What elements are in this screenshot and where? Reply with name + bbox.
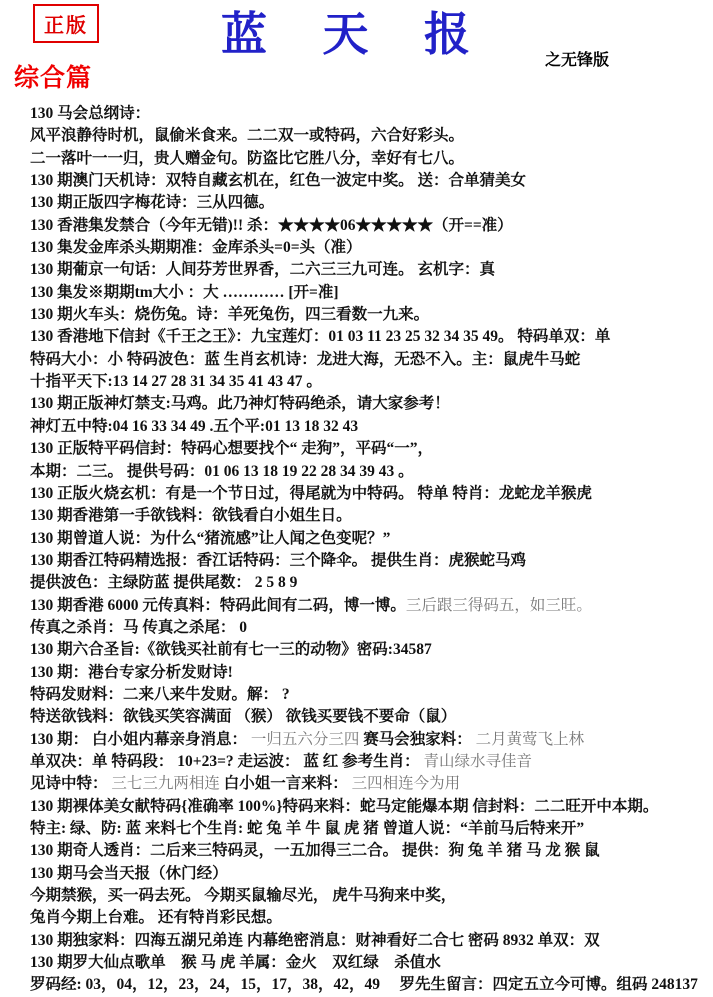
text-line	[30, 125, 707, 147]
text-segment: 130 正版火烧玄机：有是一个节日过，得尾就为中特码。 特单 特肖：龙蛇龙羊猴虎	[30, 484, 592, 502]
text-segment: 130 香港集发禁合（今年无错)!! 杀：★★★★06★★★★★（开==准）	[30, 216, 513, 234]
text-segment: 130 期：港台专家分析发财诗!	[30, 663, 233, 681]
text-segment: 130 期马会当天报（休门经）	[30, 864, 228, 882]
text-line	[30, 438, 707, 460]
text-line	[30, 572, 707, 594]
text-segment: 三七三九两相连	[111, 775, 220, 793]
text-line	[30, 863, 707, 885]
text-segment: 白小姐一言来料：	[219, 775, 352, 793]
text-segment: 130 期正版神灯禁支:马鸡。此乃神灯特码绝杀，请大家参考！	[30, 395, 450, 413]
text-segment: 神灯五中特:04 16 33 34 49 .五个平:01 13 18 32 43	[30, 417, 359, 435]
text-segment: 130 马会总纲诗：	[30, 105, 151, 122]
text-segment: 罗码经: 03，04，12，23，24，15，17，38，42，49	[30, 976, 381, 994]
text-line	[30, 729, 707, 751]
text-segment: 十指平天下:13 14 27 28 31 34 35 41 43 47 。	[30, 373, 322, 391]
text-line	[30, 371, 707, 393]
text-line	[30, 170, 707, 192]
text-segment: 130 正版特平码信封：特码心想要找个“ 走狗”，平码“一”，	[30, 440, 434, 458]
text-line	[30, 840, 707, 862]
text-segment: 今期禁猴，买一码去死。 今期买鼠输尽光， 虎牛马狗来中奖，	[30, 887, 457, 905]
text-segment: 130 集发金库杀头期期准：金库杀头=0=头（准）	[30, 239, 362, 257]
text-line	[30, 326, 707, 348]
text-segment: 130 期香江特码精选报：香江话特码：三个降伞。 提供生肖：虎猴蛇马鸡	[30, 551, 527, 569]
text-segment: 罗先生留言：四定五立今可博。组码 248137	[399, 976, 698, 994]
text-segment: 130 期香港第一手欲钱料：欲钱看白小姐生日。	[30, 507, 352, 525]
text-segment: 130 期： 白小姐内幕亲身消息：	[30, 730, 251, 748]
authentic-badge: 正版	[33, 4, 99, 43]
text-segment: 130 期葡京一句话：人间芬芳世界香，二六三三九可连。 玄机字：真	[30, 261, 496, 279]
section-title: 综合篇	[14, 65, 93, 92]
text-segment: 单双决：单 特码段： 10+23=? 走运波： 蓝 红 参考生肖：	[30, 752, 424, 770]
text-segment: 本期：二三。 提供号码：01 06 13 18 19 22 28 34 39 43 。	[30, 462, 414, 480]
text-segment: 130 期裸体美女献特码{准确率 100%}特码来料：蛇马定能爆本期 信封料：二二旺开中本期。	[30, 797, 659, 815]
text-line	[30, 349, 707, 371]
paper-title: 蓝 天 报	[221, 9, 492, 60]
text-segment: 三后跟三得码五，如三旺。	[405, 596, 592, 614]
text-segment: 兔肖今期上台难。 还有特肖彩民想。	[30, 909, 282, 927]
text-segment: 130 香港地下信封《千王之王》：九宝莲灯：01 03 11 23 25 32 34 35 49。 特码单双：单	[30, 328, 611, 346]
text-segment: 特码发财料：二来八来牛发财。解： ?	[30, 685, 290, 703]
text-line	[30, 282, 707, 304]
text-segment: 青山绿水寻佳音	[423, 752, 533, 770]
text-line	[30, 930, 707, 952]
text-line	[30, 595, 707, 617]
text-segment: 130 期火车头：烧伤兔。诗：羊死兔伤，四三看数一九来。	[30, 306, 430, 324]
text-segment: 130 期独家料：四海五湖兄弟连 内幕绝密消息：财神看好二合七 密码 8932 单双：双	[30, 931, 600, 949]
text-line	[30, 103, 707, 125]
text-segment: 一归五六分三四	[250, 730, 360, 748]
text-segment: 二一落叶一一归，贵人赠金句。防盗比它胜八分，幸好有七八。	[30, 149, 465, 167]
text-line	[30, 706, 707, 728]
text-segment: 传真之杀肖：马 传真之杀尾： 0	[30, 618, 248, 636]
text-line	[30, 304, 707, 326]
text-line	[30, 528, 707, 550]
text-segment: 特码大小：小 特码波色：蓝 生肖玄机诗：龙进大海，无恐不入。主：鼠虎牛马蛇	[30, 350, 581, 368]
doc-body	[30, 103, 707, 997]
text-segment: 130 期罗大仙点歌单 猴 马 虎 羊属：金火 双红绿 杀值水	[30, 954, 441, 972]
text-segment: 特送欲钱料：欲钱买笑容满面 （猴） 欲钱买要钱不要命（鼠）	[30, 708, 457, 726]
text-segment: 提供波色：主绿防蓝 提供尾数： 2 5 8 9	[30, 574, 298, 592]
text-segment: 见诗中特：	[30, 775, 112, 793]
text-line	[30, 885, 707, 907]
text-line	[30, 259, 707, 281]
text-segment: 特主: 绿、防: 蓝 来料七个生肖: 蛇 兔 羊 牛 鼠 虎 猪 曾道人说：“羊前马后特来开”	[30, 820, 585, 837]
text-line	[30, 684, 707, 706]
text-segment: 三四相连今为用	[351, 775, 461, 793]
text-line	[30, 639, 707, 661]
text-line	[30, 751, 707, 773]
text-segment: 二月黄莺飞上林	[475, 730, 585, 748]
text-line	[30, 773, 707, 795]
text-segment: 130 集发※期期tm大小 ：大 ………… [开=准]	[30, 283, 339, 301]
text-line	[30, 796, 707, 818]
text-line	[30, 662, 707, 684]
text-line	[30, 483, 707, 505]
text-segment: 130 期澳门天机诗：双特自藏玄机在，红色一波定中奖。 送：合单猜美女	[30, 172, 527, 190]
text-line	[30, 505, 707, 527]
page-header	[0, 0, 713, 100]
text-segment: 风平浪静待时机，鼠偷米食来。二二双一或特码，六合好彩头。	[30, 127, 465, 145]
text-line	[30, 952, 707, 974]
text-segment: 赛马会独家料：	[359, 730, 476, 748]
text-line	[30, 192, 707, 214]
text-line	[30, 148, 707, 170]
edition-label: 之无锋版	[545, 52, 610, 69]
text-line	[30, 461, 707, 483]
text-segment	[380, 976, 399, 993]
text-segment: 130 期六合圣旨:《欲钱买社前有七一三的动物》密码:34587	[30, 641, 432, 659]
text-line	[30, 215, 707, 237]
text-line	[30, 393, 707, 415]
text-line	[30, 818, 707, 840]
text-segment: 130 期奇人透肖：二后来三特码灵，一五加得三二合。 提供：狗 兔 羊 猪 马 龙 猴 鼠	[30, 842, 600, 860]
text-line	[30, 617, 707, 639]
text-line	[30, 416, 707, 438]
text-segment: 130 期正版四字梅花诗：三从四德。	[30, 194, 275, 212]
text-line	[30, 974, 707, 996]
text-segment: 130 期香港 6000 元传真料：特码此间有二码，博一博。	[30, 596, 406, 614]
text-line	[30, 550, 707, 572]
text-segment: 130 期曾道人说：为什么“猪流感”让人闻之色变呢？”	[30, 529, 391, 547]
text-line	[30, 237, 707, 259]
text-line	[30, 907, 707, 929]
